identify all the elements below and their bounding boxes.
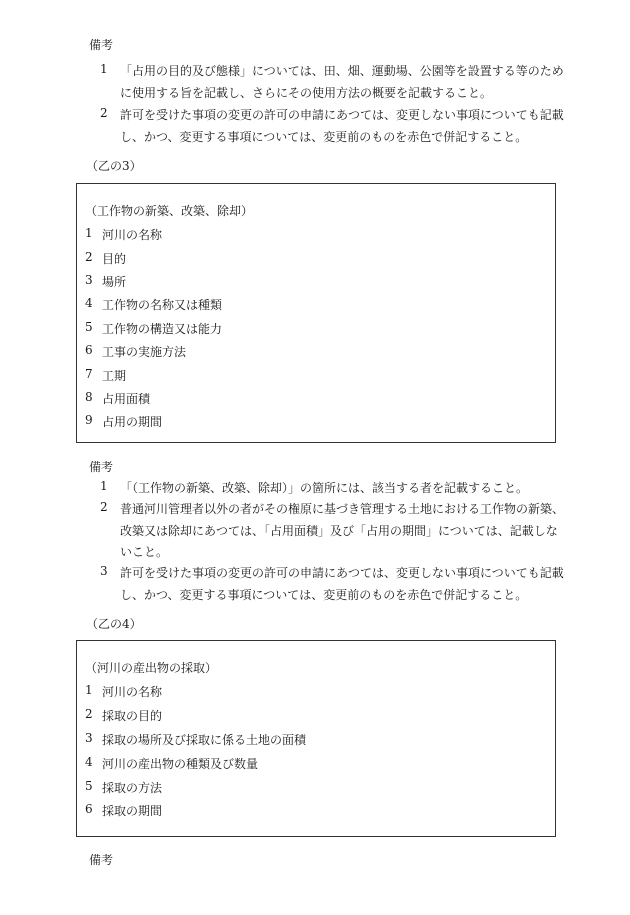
notes-1-item-2-num: 2 bbox=[100, 106, 108, 120]
notes-1-item-2-line-2: し、かつ、変更する事項については、変更前のものを赤色で併記すること。 bbox=[120, 130, 528, 144]
notes-2-item-1-num: 1 bbox=[100, 479, 108, 493]
notes-2-item-2-num: 2 bbox=[100, 500, 108, 514]
section-4-item-num: 6 bbox=[85, 802, 93, 816]
section-3-box bbox=[76, 183, 556, 443]
section-4-item-num: 2 bbox=[85, 707, 93, 721]
notes-3-title: 備考 bbox=[89, 853, 114, 867]
notes-2-item-1-line-1: 「（工作物の新築、改築、除却）」の箇所には、該当する者を記載すること。 bbox=[120, 481, 529, 495]
section-3-item-num: 3 bbox=[85, 273, 93, 287]
notes-2-item-2-line-3: いこと。 bbox=[120, 545, 169, 559]
notes-1-item-1-line-1: 「占用の目的及び態様」については、田、畑、運動場、公園等を設置する等のため bbox=[120, 64, 564, 78]
section-3-item-num: 9 bbox=[85, 413, 93, 427]
notes-2-title: 備考 bbox=[89, 460, 114, 474]
section-3-item-num: 7 bbox=[85, 367, 93, 381]
section-4-heading: （河川の産出物の採取） bbox=[85, 661, 218, 675]
section-3-item-num: 4 bbox=[85, 296, 93, 310]
section-3-item-num: 8 bbox=[85, 390, 93, 404]
notes-1-item-1-line-2: に使用する旨を記載し、さらにその使用方法の概要を記載すること。 bbox=[120, 86, 493, 100]
section-3-item-text: 占用面積 bbox=[102, 392, 151, 406]
section-3-item-text: 占用の期間 bbox=[102, 415, 163, 429]
section-4-item-text: 採取の方法 bbox=[102, 781, 163, 795]
section-4-box bbox=[76, 640, 556, 837]
notes-1-item-1-num: 1 bbox=[100, 62, 108, 76]
section-3-item-text: 工作物の構造又は能力 bbox=[102, 322, 223, 336]
section-3-item-text: 場所 bbox=[102, 275, 127, 289]
section-4-item-text: 採取の目的 bbox=[102, 709, 163, 723]
section-4-item-text: 採取の期間 bbox=[102, 804, 163, 818]
section-4-label: （乙の4） bbox=[86, 617, 142, 631]
section-3-item-text: 河川の名称 bbox=[102, 228, 163, 242]
section-4-item-num: 4 bbox=[85, 755, 93, 769]
section-4-item-text: 採取の場所及び採取に係る土地の面積 bbox=[102, 733, 307, 747]
notes-2-item-3-line-2: し、かつ、変更する事項については、変更前のものを赤色で併記すること。 bbox=[120, 588, 528, 602]
section-3-item-text: 目的 bbox=[102, 252, 127, 266]
notes-1-title: 備考 bbox=[89, 38, 114, 52]
section-3-heading: （工作物の新築、改築、除却） bbox=[85, 204, 254, 218]
section-3-item-num: 2 bbox=[85, 250, 93, 264]
notes-1-item-2-line-1: 許可を受けた事項の変更の許可の申請にあつては、変更しない事項についても記載 bbox=[120, 108, 564, 122]
section-3-item-text: 工事の実施方法 bbox=[102, 345, 187, 359]
section-4-item-text: 河川の産出物の種類及び数量 bbox=[102, 757, 259, 771]
section-3-item-text: 工作物の名称又は種類 bbox=[102, 298, 223, 312]
notes-2-item-3-num: 3 bbox=[100, 564, 108, 578]
section-4-item-text: 河川の名称 bbox=[102, 685, 163, 699]
section-3-item-num: 1 bbox=[85, 226, 93, 240]
section-4-item-num: 5 bbox=[85, 779, 93, 793]
section-4-item-num: 3 bbox=[85, 731, 93, 745]
section-3-item-text: 工期 bbox=[102, 369, 127, 383]
section-4-item-num: 1 bbox=[85, 683, 93, 697]
section-3-item-num: 5 bbox=[85, 320, 93, 334]
section-3-item-num: 6 bbox=[85, 343, 93, 357]
section-3-label: （乙の3） bbox=[86, 159, 142, 173]
notes-2-item-3-line-1: 許可を受けた事項の変更の許可の申請にあつては、変更しない事項についても記載 bbox=[120, 566, 564, 580]
notes-2-item-2-line-1: 普通河川管理者以外の者がその権原に基づき管理する土地における工作物の新築、 bbox=[120, 502, 565, 516]
notes-2-item-2-line-2: 改築又は除却にあつては、「占用面積」及び「占用の期間」については、記載しな bbox=[120, 524, 558, 538]
